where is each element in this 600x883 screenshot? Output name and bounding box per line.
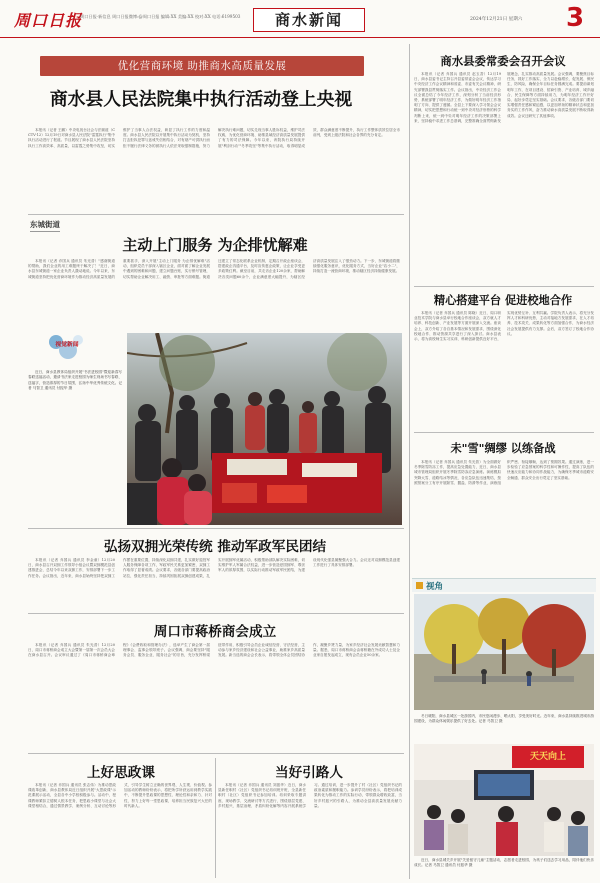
gallery-caption-1 xyxy=(414,714,594,742)
gallery-icon xyxy=(416,582,423,589)
standing-body-text: 本报讯（记者 乔国兵 通讯员 赵玉香）12月19日，商水县委书记主持召开县委常委会会议，传达学习中央经济工作会议精神和省委、市委有关会议精神，研究部署我县贯彻落实工作。会议指出，中央经济工作会议全面总结了今年经济工作，深刻分析了当前经济形势，系统部署了明年经济工作，为做好明年经济工作指明了方向、提供了遵循。全县上下要深入学习领会会议精神，切实把思想和行动统一到中央对经济形势的科学判断上来，统一到中央对明年经济工作的决策部署上来，坚持稳中求进工作总基调，完整准确全面贯彻新发展理念，扎实推动高质量发展。会议强调，要聚焦目标任务，抓好工作落实，全力以赴稳增长、促发展、保民生、防风险，确保全年目标任务圆满完成。要提前谋划明年工作，在项目建设、招商引资、产业培育、城乡融合、民生保障等方面持续用力，为明年经济工作开好局、起好步奠定坚实基础。会议要求，各级各部门要切实增强责任感和紧迫感，以更加昂扬的精神状态和更加务实的工作作风，奋力推动商水高质量发展不断取得新成效。会议还研究了其他事项。 xyxy=(414,72,594,123)
divider xyxy=(28,214,404,215)
chamber-body-text: 本报讯（记者 乔国兵 通讯员 朱光普）12月20日，周口市蒋桥商会成立大会暨第一届第一次会员大会在商水县召开。会议审议通过了《周口市蒋桥商会章程》《会费收取和管理办法》，选举产生了商会第一届理事会、监事会领导班子。会议强调，商会要坚持"服务会员、服务企业、服务社会"的宗旨，充分发挥桥梁纽带作用，积极引导会员企业诚信经营、守法经营，主动参与家乡经济建设和社会公益事业，助推家乡高质量发展。新当选的商会会长表示，将带领全体会员团结协作，凝聚乡贤力量，为家乡经济社会发展贡献智慧和力量。据悉，周口市蒋桥商会由蒋桥籍在外成功人士及企业家自愿发起成立，现有会员企业50余家。 xyxy=(28,643,400,658)
standing-body xyxy=(414,72,594,282)
photo-caption xyxy=(28,370,122,520)
campus-body xyxy=(414,311,594,429)
road-body-text: 本报讯（记者 乔国兵 通讯员 刘振华）近日，商水县新任职村（社区）党组织书记培训班开班，全县新任职村（社区）党组织书记参加培训。培训采取专题讲座、现场教学、交流研讨等方式进行，围绕基层党建、乡村振兴、基层治理、矛盾纠纷化解等内容开展系统学习。通过培训，进一步提升了村（社区）党组织书记的政治素质和履职能力。参训学员纷纷表示，将把培训成果转化为推动工作的实际行动，带领群众增收致富，当好乡村振兴的引路人，为推动全县高质量发展贡献力量。 xyxy=(218,783,402,808)
divider xyxy=(28,613,404,614)
class-body xyxy=(28,783,212,879)
masthead-date: 2024年12月21日 星期六 xyxy=(470,17,523,22)
visual-news-label: 视觉新闻 xyxy=(55,342,79,348)
column-divider xyxy=(409,44,410,879)
class-headline: 上好思政课 xyxy=(87,765,155,781)
snow-body-text: 本报讯（记者 乔国兵 通讯员 朱光普）为全面做好冬季除雪防冻工作，提高应急处置能力，近日，商水县城市管理局组织开展冬季除雪防冻应急演练。演练模拟突降大雪、道路结冰等情况，各应急队伍迅速集结，按照预案分工有序开展除雪、撒盐、防滑等作业，演练组织严密、衔接顺畅，达到了预期效果。通过演练，进一步检验了应急预案的科学性和可操作性，提高了队伍的快速反应能力和协同作战能力，为确保冬季城市道路安全畅通、群众安全出行奠定了坚实基础。 xyxy=(414,460,594,485)
divider xyxy=(28,753,404,754)
campus-headline: 精心搭建平台 促进校地合作 xyxy=(433,293,573,307)
road-body xyxy=(218,783,402,879)
masthead-meta: 周口日报·新信息 周口日报微博:@周口日报 编辑:XX 美编:XX 校对:XX 电话:6199503 xyxy=(80,14,241,19)
visual-news-badge xyxy=(46,330,88,364)
masthead xyxy=(0,0,600,38)
divider xyxy=(215,758,216,878)
feature-headline: 主动上门服务 为企排忧解难 xyxy=(122,236,308,254)
divider xyxy=(28,528,404,529)
class-body-text: 本报讯（记者 乔国兵 通讯员 张志伟）为推动思政课改革创新，商水县教体局近日组织开展"大思政课"示范课展示活动，全县各中小学校积极参与。活动中，授课教师紧扣立德树人根本任务，把思政小课堂与社会大课堂相结合，通过情景教学、案例分析、互动讨论等形式，引导学生树立正确的世界观、人生观、价值观。参加活动的教师纷纷表示，将把所学所获运用到教学实践中，不断提升思政课的思想性、理论性和亲和力、针对性，努力上好每一堂思政课，培养担当民族复兴大任的时代新人。 xyxy=(28,783,212,808)
page-number: 3 xyxy=(566,3,585,33)
army-body xyxy=(28,558,400,610)
army-headline: 弘扬双拥光荣传统 推动军政军民团结 xyxy=(103,539,327,555)
gallery-title: 视角 xyxy=(426,582,444,592)
chamber-headline: 周口市蒋桥商会成立 xyxy=(153,624,277,640)
section-box xyxy=(253,8,365,32)
chamber-body xyxy=(28,643,400,749)
standing-headline: 商水县委常委会召开会议 xyxy=(440,54,566,68)
feature-body-text: 本报讯（记者 乔国兵 通讯员 朱光普）"感谢街道的帮助，我们企业的用工难题终于解决了！"近日，商水县东城街道一家企业负责人激动地说。今年以来，东城街道坚持把优化营商环境作为推动经济高质量发展的重要抓手，深入开展"主动上门服务 为企排忧解难"活动，组织党员干部深入辖区企业，面对面了解企业发展中遇到的困难和问题，建立问题台账，实行销号管理，切实帮助企业解决用工、融资、审批等方面难题。街道还建立了常态化联系企业机制，定期召开政企座谈会，搭建政企沟通平台，及时宣传惠企政策，让企业享受更多政策红利。截至目前，共走访企业120余家，帮助解决各类问题60余个，企业满意度大幅提升，为辖区经济高质量发展注入了强劲动力。下一步，东城街道将继续强化服务意识，优化服务方式，当好企业"店小二"，持续打造一流营商环境，推动辖区经济持续健康发展。 xyxy=(28,259,400,279)
lead-banner xyxy=(40,56,364,76)
lead-body-text: 本报讯（记者 王鹏）中央电视台社会与法频道（CCTV-12）12月19日对商水县人民法院"雷霆执行"集中执行活动进行了报道。节目展现了商水县人民法院坚持执行工作高效率、高质量，以雷霆之势集中攻坚，切实维护了当事人合法权益，彰显了执行工作的力度和温度。商水县人民法院以开展集中执行活动为契机，坚持打击拒执犯罪与惩戒失信相结合，对有财产可供执行而拒不履行法律义务的被执行人依法采取强制措施，努力解决执行难问题，切实兑现当事人胜诉权益，维护司法权威，为优化营商环境、助推县域经济高质量发展提供了有力的司法保障。今年以来，该院执行局持续开展"利剑行动""冬季攻坚"等集中执行活动，取得明显成效，群众满意度不断提升，执行工作整体质效位居全市前列，受到上级法院和社会各界的充分肯定。 xyxy=(28,128,400,148)
snow-body xyxy=(414,460,594,572)
main-photo xyxy=(127,333,402,525)
lead-banner-text: 优化营商环境 助推商水高质量发展 xyxy=(117,60,287,72)
section-title: 商水新闻 xyxy=(274,11,343,29)
gallery-caption-2 xyxy=(414,858,594,880)
gallery-caption-2-text: 近日，商水县城关乡开展"关爱留守儿童"主题活动，志愿者走进校园，为孩子们送去学习用品，陪伴他们快乐成长。记者 马智卫 通讯员 付振华 摄 xyxy=(414,858,594,868)
road-headline: 当好引路人 xyxy=(275,765,343,781)
photo-caption-block xyxy=(28,330,124,522)
gallery-photo-class xyxy=(414,744,594,856)
gallery-caption-1-text: 冬日暖阳，商水县城区一处游园内，市民悠闲漫步、晒太阳，享受美好时光。近年来，商水县持续推进城市游园建设，为群众休闲娱乐提供了好去处。记者 马智卫 摄 xyxy=(414,714,594,724)
divider xyxy=(414,432,594,433)
photo-caption-text: 近日，商水县教体局组织开展"书法进校园"暨迎新春写春联送福活动，邀请书法家走进校园为师生现场书写春联、送福字，营造浓厚的节日氛围，弘扬中华优秀传统文化。记者 马智卫 通讯员 付振华 摄 xyxy=(28,370,122,390)
feature-body xyxy=(28,259,400,325)
gallery-header xyxy=(412,578,596,592)
classroom-banner-text: 天天向上 xyxy=(529,752,566,762)
feature-column-tag: 东城街道 xyxy=(30,219,60,232)
army-body-text: 本报讯（记者 乔国兵 通讯员 李金童）12月20日，商水县召开双拥工作领导小组会议暨双拥模范县创建推进会，总结今年以来双拥工作，安排部署下一步工作任务。会议指出，近年来，商水县始终坚持把双拥工作摆在重要位置，持续深化双拥共建，扎实做好退役军人服务保障各项工作，军政军民关系更加紧密，双拥工作取得了显著成绩。会议要求，各级各部门要提高政治站位，强化责任担当，持续巩固拓展双拥创建成果，扎实开展拥军优属活动，积极帮助部队解决实际困难，切实维护军人军属合法权益，进一步营造爱国拥军、尊崇军人的浓厚氛围，以实际行动推动军政军民团结，为建设现代化强县凝聚强大合力。会议还对双拥模范县创建工作进行了具体安排部署。 xyxy=(28,558,400,578)
campus-body-text: 本报讯（记者 乔国兵 通讯员 陈晓）近日，周口职业技术学院与商水县举行校地合作座谈会，双方就人才培养、科技创新、产业发展等方面开展深入交流。座谈会上，双方介绍了各自基本情况和发展需求，围绕深化校地合作、推动资源共享进行了深入探讨。商水县表示，将为高校师生实习实训、科研创新提供良好平台，实现优势互补、互利共赢。学院负责人表示，将充分发挥人才和科研优势，主动对接地方发展需求，在人才培养、技术攻关、成果转化等方面加强合作，为商水经济社会发展提供有力支撑。会后，双方签订了校地合作协议。 xyxy=(414,311,594,342)
newspaper-logo: 周口日报 xyxy=(14,11,83,30)
gallery-photo-park xyxy=(414,594,594,710)
snow-headline: 未"雪"绸缪 以练备战 xyxy=(450,441,556,455)
lead-body xyxy=(28,128,400,208)
divider xyxy=(414,286,594,287)
lead-headline: 商水县人民法院集中执行活动登上央视 xyxy=(49,89,353,110)
